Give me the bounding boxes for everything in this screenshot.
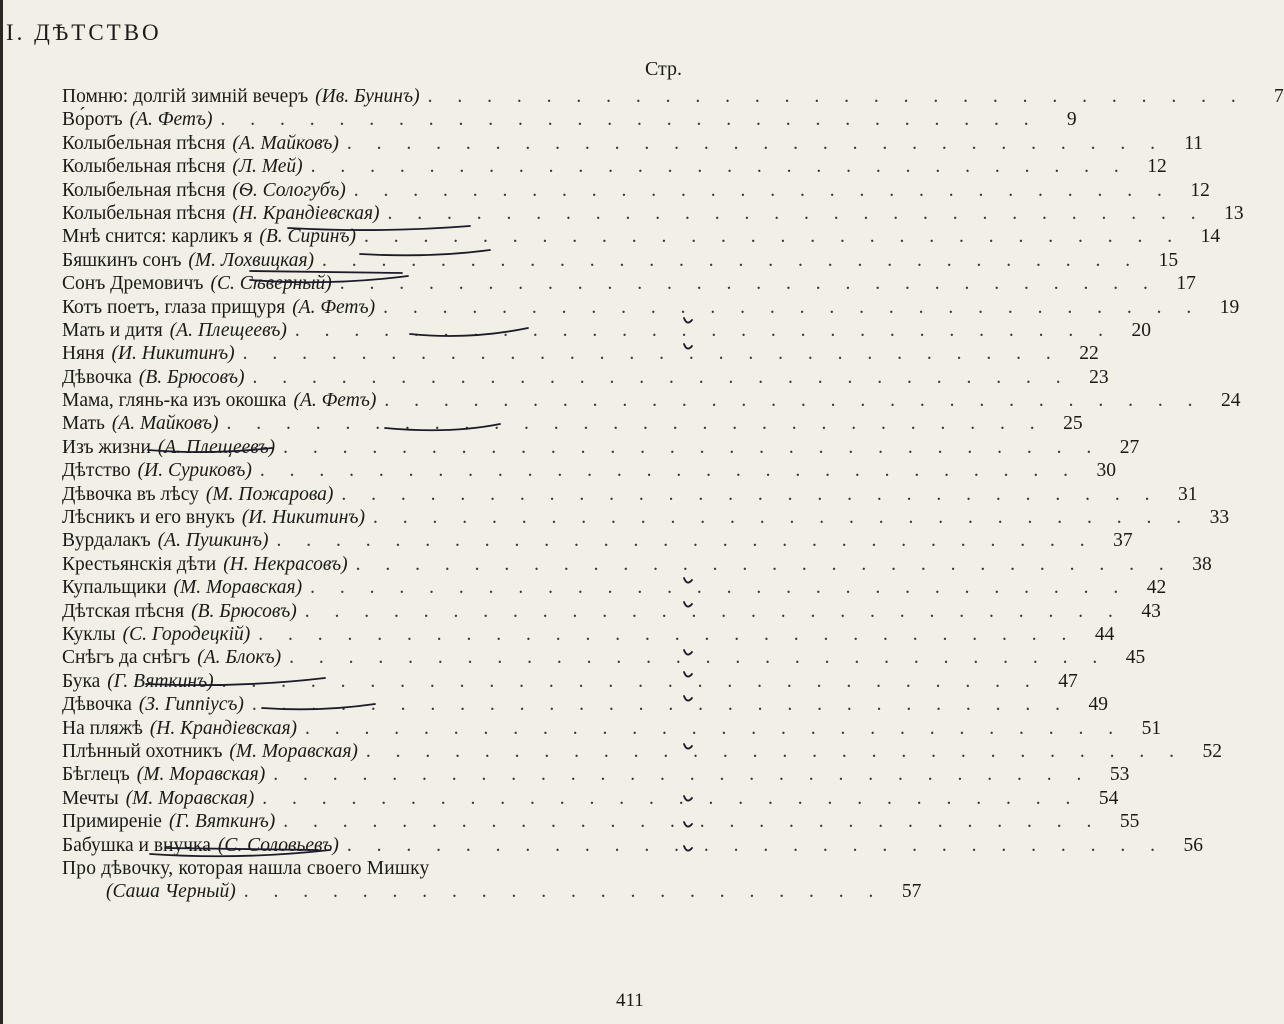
entry-title: Мечты [62,787,119,809]
leader-dots: . . . . . . . . . . . . . . . . . . . . . . . . . . . . [262,787,1081,809]
entry-page: 56 [1183,834,1203,856]
entry-title: Бяшкинъ сонъ [62,249,182,271]
entry-author: (И. Никитинъ) [111,343,235,365]
entry-page: 54 [1098,787,1119,809]
entry-author: (В. Сиринъ) [259,226,357,248]
entry-page: 30 [1096,460,1116,482]
entry-author: (С. Соловьевъ) [217,834,339,856]
check-mark [684,602,692,607]
underline-mark [150,850,330,856]
entry-title: Бѣглецъ [62,764,130,786]
leader-dots: . . . . . . . . . . . . . . . . . . . . . . . . . . . . [251,694,1070,716]
entry-page: 37 [1113,530,1133,552]
underline-mark [148,448,272,452]
entry-author: (М. Пожарова) [205,483,334,505]
entry-title: Лѣсникъ и его внукъ [62,507,235,529]
entry-author: (М. Моравская) [125,787,255,809]
entry-author: (М. Лохвицкая) [188,249,315,271]
entry-title: Про дѣвочку, которая нашла своего Мишку [62,857,430,879]
entry-title: Колыбельная пѣсня [62,156,226,178]
check-mark [684,696,692,701]
entry-title: Крестьянскія дѣти [62,553,217,575]
check-mark [684,672,692,677]
entry-title: Плѣнный охотникъ [62,740,223,762]
check-mark [684,822,692,827]
check-mark [684,796,692,801]
entry-page: 44 [1094,623,1115,645]
entry-page: 47 [1058,670,1078,692]
leader-dots: . . . . . . . . . . . . . . . . . . . . . . . . . . . . [427,86,1246,107]
entry-page: 57 [901,880,922,902]
entry-page: 11 [1184,132,1204,154]
entry-page: 14 [1200,226,1221,248]
leader-dots: . . . . . . . . . . . . . . . . . . . . . . . . . . . . [258,623,1077,645]
entry-page: 23 [1089,366,1109,388]
entry-page: 38 [1192,553,1212,575]
leader-dots: . . . . . . . . . . . . . . . . . . . . . . . . . . . . [226,413,1045,435]
entry-page: 33 [1209,507,1230,529]
check-mark [684,318,692,323]
underline-mark [360,250,490,255]
entry-author: (А. Плещеевъ) [157,436,276,458]
leader-dots: . . . . . . . . . . . . . . . . . . . . . . . . . . . . [341,483,1160,505]
entry-title: Дѣвочка [62,694,132,716]
entry-title: Сонъ Дремовичъ [62,273,204,295]
entry-author: (Саша Черный) [106,880,236,902]
entry-page: 12 [1147,156,1167,178]
underline-mark [146,678,325,685]
entry-title: Дѣвочка [62,366,132,388]
entry-title: Помню: долгій зимній вечеръ [62,86,309,107]
underline-mark [250,276,408,282]
underline-mark [288,226,470,230]
entry-title: Снѣгъ да снѣгъ [62,647,191,669]
leader-dots: . . . . . . . . . . . . . . . . . . . . . . . . . . . . [242,343,1061,365]
entry-author: (Г. Вяткинъ) [107,670,214,692]
strikethrough-mark [250,271,402,273]
entry-title: Дѣтская пѣсня [62,600,185,622]
section-title: I. ДѢТСТВО [6,20,162,45]
leader-dots: . . . . . . . . . . . . . . . . . . . . . . . . . . . . [259,460,1078,482]
entry-author: (А. Пушкинъ) [157,530,269,552]
entry-page: 42 [1146,577,1167,599]
leader-dots: . . . . . . . . . . . . . . . . . . . . . . . . . . . . [221,670,1040,692]
entry-author: (И. Никитинъ) [241,507,365,529]
leader-dots: . . . . . . . . . . . . . . . . . . . . . . . . . . . . [384,390,1203,412]
entry-author: (Л. Мей) [232,156,303,178]
entry-author: (З. Гиппіусъ) [138,694,244,716]
entry-author: (Н. Крандіевская) [149,717,298,739]
entry-page: 19 [1219,296,1240,318]
entry-page: 25 [1063,413,1083,435]
entry-title: Мнѣ снится: карликъ я [62,226,253,248]
entry-author: (С. Городецкій) [122,623,251,645]
entry-title: Колыбельная пѣсня [62,202,226,224]
entry-author: (А. Майковъ) [232,132,339,154]
entry-page: 31 [1178,483,1198,505]
entry-title: Вурдалакъ [62,530,151,552]
underline-mark [385,424,500,430]
leader-dots: . . . . . . . . . . . . . . . . . . . . . . . . . . . . [355,553,1174,575]
entry-title: Колыбельная пѣсня [62,132,226,154]
check-mark [684,650,692,655]
entry-title: Бука [62,670,101,692]
leader-dots: . . . . . . . . . . . . . . . . . . . . . . . . . . . . [364,226,1183,248]
leader-dots: . . . . . . . . . . . . . . . . . . . . . . . . . . . . [322,249,1141,271]
leader-dots: . . . . . . . . . . . . . . . . . . . . . . . . . . . . [305,717,1124,739]
entry-page: 55 [1119,811,1140,833]
entry-author: (А. Фетъ) [292,296,376,318]
leader-dots: . . . . . . . . . . . . . . . . . . . . . . . . . . . . [310,577,1129,599]
leader-dots: . . . . . . . . . . . . . . . . . . . . . . . . . . . . [273,764,1092,786]
entry-author: (Ѳ. Сологубъ) [232,179,346,201]
entry-page: 45 [1125,647,1146,669]
leader-dots: . . . . . . . . . . . . . . . . . . . . . . . . . . . . [353,179,1172,201]
leader-dots: . . . . . . . . . . . . . . . . . . . . . . [243,880,884,902]
leader-dots: . . . . . . . . . . . . . . . . . . . . . . . . . . . . [276,530,1095,552]
entry-page: 52 [1202,740,1223,762]
entry-author: (Г. Вяткинъ) [168,811,276,833]
entry-page: 9 [1066,109,1077,131]
entry-title: Изъ жизни [62,436,151,458]
leader-dots: . . . . . . . . . . . . . . . . . . . . . . . . . . . . [310,156,1129,178]
leader-dots: . . . . . . . . . . . . . . . . . . . . . . . . . . . . [365,740,1185,762]
entry-title: На пляжѣ [62,717,143,739]
entry-author: (А. Фетъ) [293,390,377,412]
strikethrough-mark [165,848,318,850]
entry-page: 15 [1158,249,1179,271]
underline-mark [410,328,528,336]
entry-page: 13 [1224,202,1244,224]
entry-author: (И. Суриковъ) [137,460,252,482]
entry-title: Дѣтство [62,460,131,482]
leader-dots: . . . . . . . . . . . . . . . . . . . . . . . . . . . . [346,132,1166,154]
entry-page: 20 [1131,319,1152,341]
entry-title: Мама, глянь-ка изъ окошка [62,390,287,412]
check-mark [684,578,692,583]
entry-author: (А. Плещеевъ) [169,319,287,341]
entry-title: Мать [62,413,105,435]
entry-author: (А. Блокъ) [197,647,282,669]
leader-dots: . . . . . . . . . . . . . . . . . . . . . . . . . . . . [283,436,1102,458]
entry-author: (В. Брюсовъ) [191,600,297,622]
entry-author: (Н. Крандіевская) [232,202,380,224]
entry-author: (Ив. Бунинъ) [315,86,420,107]
leader-dots: . . . . . . . . . . . . . . . . . . . . . . . . . . . . [283,811,1102,833]
leader-dots: . . . . . . . . . . . . . . . . . . . . . . . . . . . . [339,273,1158,295]
entry-author: (М. Моравская) [136,764,266,786]
leader-dots: . . . . . . . . . . . . . . . . . . . . . . . . . . . . [346,834,1165,856]
entry-page: 49 [1088,694,1108,716]
leader-dots: . . . . . . . . . . . . . . . . . . . . . . . . . . . . [289,647,1108,669]
check-mark [684,846,692,851]
entry-author: (С. Сѣверный) [210,273,332,295]
leader-dots: . . . . . . . . . . . . . . . . . . . . . . . . . . . . [220,109,1039,131]
page-column-header: Стр. [644,58,682,80]
entry-author: (Н. Некрасовъ) [223,553,348,575]
entry-page: 12 [1190,179,1210,201]
entry-page: 24 [1221,390,1241,412]
page-number: 411 [616,990,644,1011]
entry-author: (В. Брюсовъ) [138,366,245,388]
leader-dots: . . . . . . . . . . . . . . . . . . . . . . . . . . . . [383,296,1202,318]
entry-title: Бабушка и внучка [62,834,211,856]
entry-title: Примиреніе [62,811,162,833]
leader-dots: . . . . . . . . . . . . . . . . . . . . . . . . . . . . [372,507,1192,529]
entry-title: Колыбельная пѣсня [62,179,226,201]
entry-page: 22 [1079,343,1099,365]
check-mark [684,344,692,349]
entry-page: 17 [1176,273,1196,295]
leader-dots: . . . . . . . . . . . . . . . . . . . . . . . . . . . . [304,600,1123,622]
entry-page: 43 [1141,600,1161,622]
leader-dots: . . . . . . . . . . . . . . . . . . . . . . . . . . . . [294,319,1114,341]
entry-title: Во́ротъ [62,109,123,131]
entry-page: 27 [1119,436,1140,458]
leader-dots: . . . . . . . . . . . . . . . . . . . . . . . . . . . . [387,202,1206,224]
entry-author: (М. Моравская) [173,577,303,599]
entry-author: (А. Майковъ) [111,413,219,435]
entry-title: Куклы [62,623,116,645]
underline-mark [262,704,375,709]
check-mark [684,744,692,749]
entry-page: 51 [1141,717,1162,739]
entry-author: (М. Моравская) [229,740,358,762]
entry-title: Котъ поетъ, глаза прищуря [62,296,286,318]
entry-title: Няня [62,343,105,365]
entry-page: 53 [1109,764,1130,786]
entry-page: 7 [1273,86,1284,107]
entry-title: Купальщики [62,577,167,599]
entry-title: Дѣвочка въ лѣсу [62,483,199,505]
entry-title: Мать и дитя [62,319,163,341]
entry-author: (А. Фетъ) [129,109,213,131]
leader-dots: . . . . . . . . . . . . . . . . . . . . . . . . . . . . [252,366,1071,388]
